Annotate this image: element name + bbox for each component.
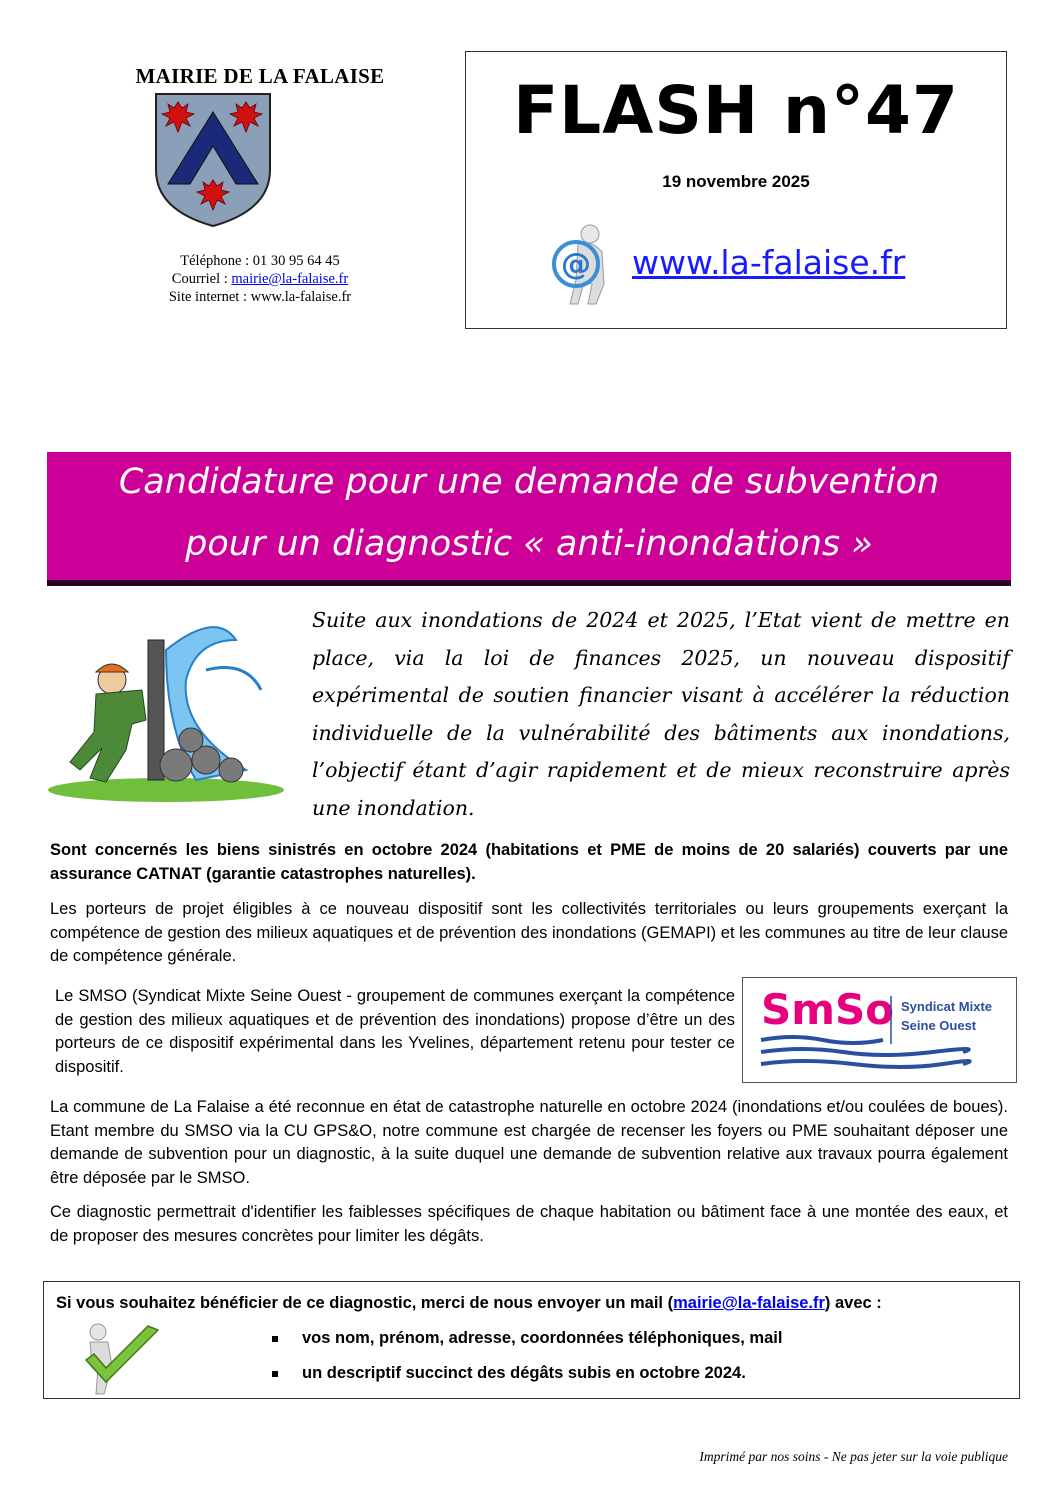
smso-logo (742, 977, 1017, 1083)
diagnostic-paragraph: Ce diagnostic permettrait d'identifier les faiblesses spécifiques de chaque habitation ou bâtiment face à une montée des eaux, et de proposer des mesures concrètes pour limiter les dégâts. (50, 1203, 1008, 1245)
list-item (272, 1364, 746, 1383)
lead-after: ) avec : (824, 1294, 882, 1312)
flash-title: FLASH n°47 (513, 72, 959, 149)
email-line (60, 270, 460, 288)
coat-of-arms-logo (154, 92, 272, 228)
contact-request-lead (56, 1294, 882, 1313)
list-item (272, 1329, 782, 1348)
request-email-link[interactable]: mairie@la-falaise.fr (673, 1294, 825, 1312)
contact-block (60, 252, 460, 306)
smso-line1: Syndicat Mixte (901, 999, 993, 1014)
svg-text:@: @ (561, 247, 591, 282)
list-item-text: un descriptif succinct des dégâts subis en octobre 2024. (302, 1364, 746, 1382)
flood-worker-illustration (46, 620, 290, 804)
smso-wordmark: SmSo (761, 985, 895, 1034)
lead-before: Si vous souhaitez bénéficier de ce diagnostic, merci de nous envoyer un mail ( (56, 1294, 674, 1312)
smso-line2: Seine Ouest (901, 1018, 977, 1033)
email-prefix: Courriel : (171, 271, 232, 287)
site-line: Site internet : www.la-falaise.fr (168, 289, 352, 305)
bullet-square-icon (272, 1336, 278, 1342)
website-link[interactable]: www.la-falaise.fr (632, 243, 906, 282)
smso-logo-graphic (743, 978, 1015, 1081)
banner-line-1: Candidature pour une demande de subvention (118, 462, 940, 502)
mairie-title: MAIRIE DE LA FALAISE (135, 64, 385, 88)
email-link[interactable]: mairie@la-falaise.fr (231, 271, 349, 287)
footer-note: Imprimé par nos soins - Ne pas jeter sur la voie publique (699, 1449, 1008, 1464)
list-item-text: vos nom, prénom, adresse, coordonnées téléphoniques, mail (302, 1329, 783, 1347)
flash-date: 19 novembre 2025 (662, 172, 810, 191)
porteurs-paragraph: Les porteurs de projet éligibles à ce nouveau dispositif sont les collectivités territoriales ou leurs groupements exerçant la compétence de gestion des milieux aquatiques et de prévention des inondations (GEMAPI) et les communes au titre de leur clause de compétence générale. (50, 900, 1008, 965)
intro-paragraph: Suite aux inondations de 2024 et 2025, l’Etat vient de mettre en place, via la loi de finances 2025, un nouveau dispositif expérimental de soutien financier visant à accélérer la réduction individuelle de la vulnérabilité des bâtiments aux inondations, l’objectif étant d’agir rapidement et de mieux reconstruire après une inondation. (312, 608, 1010, 820)
phone-line: Téléphone : 01 30 95 64 45 (180, 253, 340, 269)
commune-paragraph: La commune de La Falaise a été reconnue en état de catastrophe naturelle en octobre 2024 (inondations et/ou coulées de boues). Etant membre du SMSO via la CU GPS&O, notre commune est chargée de recenser les foyers ou PME souhaitant déposer une demande de subvention pour un diagnostic, à la suite duquel une demande de subvention relative aux travaux pourra également être déposée par le SMSO. (50, 1098, 1008, 1187)
checkmark-figure-icon (78, 1322, 162, 1396)
bullet-square-icon (272, 1371, 278, 1377)
smso-paragraph: Le SMSO (Syndicat Mixte Seine Ouest - groupement de communes exerçant la compétence de gestion des milieux aquatiques et de prévention des inondations) propose d’être un des porteurs de ce dispositif expérimental dans les Yvelines, département retenu pour tester ce dispositif. (55, 987, 735, 1076)
at-sign-figure-icon (548, 222, 612, 306)
banner-line-2: pour un diagnostic « anti-inondations » (185, 524, 873, 564)
concerned-paragraph: Sont concernés les biens sinistrés en octobre 2024 (habitations et PME de moins de 20 salariés) couverts par une assurance CATNAT (garantie catastrophes naturelles). (50, 841, 1008, 883)
